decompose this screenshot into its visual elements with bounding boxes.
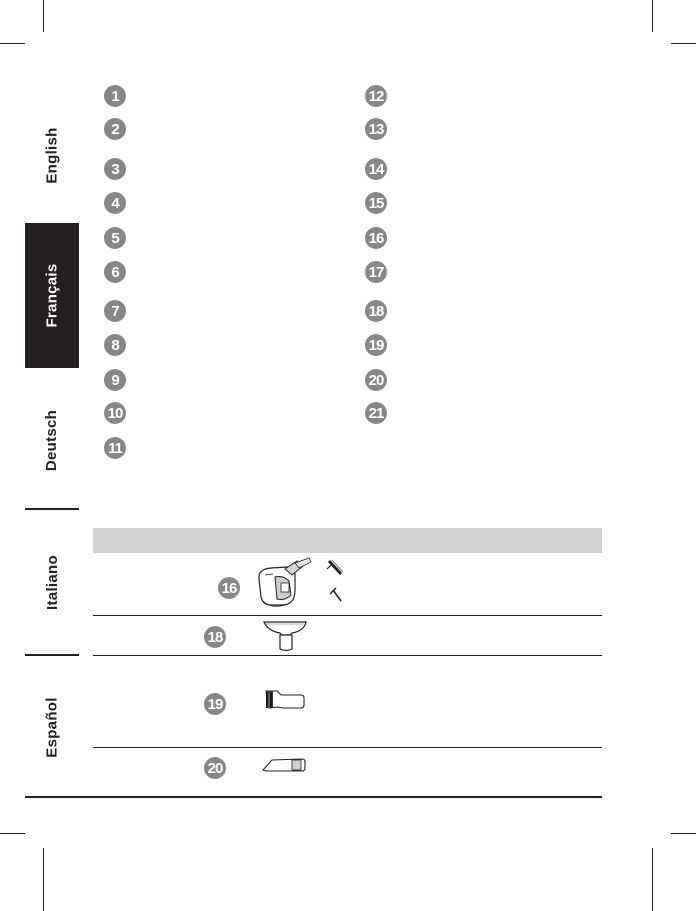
part-number-badge: 6	[104, 261, 126, 283]
part-number-badge: 2	[104, 118, 126, 140]
part-number-badge: 9	[104, 369, 126, 391]
part-number-badge: 17	[365, 261, 387, 283]
part-number-badge: 16	[365, 227, 387, 249]
table-header	[93, 528, 602, 553]
accessory-number-badge: 20	[204, 757, 226, 779]
part-number-badge: 1	[104, 85, 126, 107]
part-number-badge: 3	[104, 158, 126, 180]
divider	[25, 508, 79, 510]
table-row-divider	[93, 655, 602, 656]
part-number-badge: 4	[104, 192, 126, 214]
crop-mark	[43, 0, 44, 32]
accessory-number-badge: 18	[204, 626, 226, 648]
part-number-badge: 7	[104, 300, 126, 322]
crop-mark	[671, 43, 696, 44]
lang-tab-espanol[interactable]	[25, 662, 79, 792]
turbo-brush-icon	[255, 557, 350, 612]
part-number-badge: 18	[365, 300, 387, 322]
lang-label: Italiano	[43, 555, 61, 610]
lang-label: Français	[43, 263, 61, 328]
lang-tab-italiano[interactable]	[25, 515, 79, 650]
lang-label: Deutsch	[43, 409, 61, 471]
part-number-badge: 19	[365, 334, 387, 356]
part-number-badge: 14	[365, 158, 387, 180]
upholstery-brush-icon	[262, 619, 310, 653]
accessory-number-badge: 16	[218, 577, 240, 599]
accessory-number-badge: 19	[204, 693, 226, 715]
table-row-divider	[93, 747, 602, 748]
crop-mark	[43, 848, 44, 911]
lang-label: Español	[43, 696, 61, 758]
part-number-badge: 8	[104, 334, 126, 356]
lang-tab-francais[interactable]	[25, 223, 79, 368]
part-number-badge: 21	[365, 402, 387, 424]
part-number-badge: 10	[104, 402, 126, 424]
divider	[25, 654, 79, 656]
dusting-brush-icon	[263, 688, 305, 710]
part-number-badge: 12	[365, 85, 387, 107]
lang-tab-english[interactable]	[25, 90, 79, 220]
part-number-badge: 5	[104, 227, 126, 249]
crop-mark	[652, 848, 653, 911]
table-row-divider	[93, 615, 602, 616]
part-number-badge: 15	[365, 192, 387, 214]
crevice-tool-icon	[262, 757, 308, 773]
lang-label: English	[43, 126, 61, 184]
part-number-badge: 13	[365, 118, 387, 140]
crop-mark	[671, 833, 696, 834]
part-number-badge: 11	[104, 437, 126, 459]
lang-tab-deutsch[interactable]	[25, 380, 79, 500]
crop-mark	[0, 833, 25, 834]
section-bottom-rule	[25, 796, 602, 798]
crop-mark	[652, 0, 653, 32]
part-number-badge: 20	[365, 369, 387, 391]
crop-mark	[0, 43, 25, 44]
